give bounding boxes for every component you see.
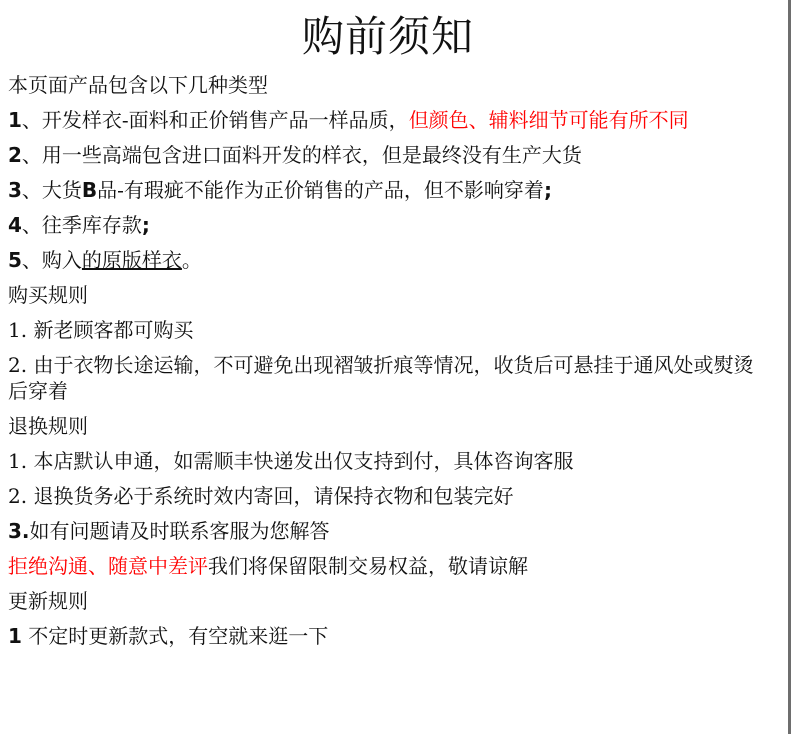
type-item-5 xyxy=(8,247,768,273)
update-item-1-text: 不定时更新款式，有空就来逛一下 xyxy=(21,624,329,648)
returns-item-3-text: 如有问题请及时联系客服为您解答 xyxy=(29,519,330,543)
returns-warning xyxy=(8,553,768,579)
type-item-4 xyxy=(8,212,768,238)
purchase-heading: 购买规则 xyxy=(8,283,88,307)
type-item-3-tail: ; xyxy=(543,178,552,202)
returns-item-2: 2. 退换货务必于系统时效内寄回，请保持衣物和包装完好 xyxy=(8,484,514,508)
type-item-1-number: 1 xyxy=(8,108,22,132)
returns-item-3-number: 3. xyxy=(8,519,30,543)
type-item-5-underlined: 的原版样衣 xyxy=(81,248,182,272)
type-item-4-text: 、往季库存款 xyxy=(21,213,142,237)
type-item-5-number: 5 xyxy=(8,248,22,272)
type-item-3-number: 3 xyxy=(8,178,22,202)
type-item-3-grade-letter: B xyxy=(81,178,98,202)
purchase-item-1: 1. 新老顾客都可购买 xyxy=(8,318,194,342)
type-item-1 xyxy=(8,107,768,133)
type-item-1-text: 、开发样衣-面料和正价销售产品一样品质， xyxy=(21,108,409,132)
update-item-1 xyxy=(8,623,768,649)
type-item-4-number: 4 xyxy=(8,213,22,237)
type-item-2-number: 2 xyxy=(8,143,22,167)
returns-warning-red: 拒绝沟通、随意中差评 xyxy=(8,554,208,578)
type-item-5-text: 、购入 xyxy=(21,248,82,272)
returns-item-1: 1. 本店默认申通，如需顺丰快递发出仅支持到付，具体咨询客服 xyxy=(8,449,574,473)
returns-warning-text: 我们将保留限制交易权益，敬请谅解 xyxy=(208,554,528,578)
type-item-1-warning: 但颜色、辅料细节可能有所不同 xyxy=(408,108,689,132)
type-item-3-text-a: 、大货 xyxy=(21,178,82,202)
purchase-item-2: 2. 由于衣物长途运输，不可避免出现褶皱折痕等情况，收货后可悬挂于通风处或熨烫后穿着 xyxy=(8,353,754,403)
intro-line: 本页面产品包含以下几种类型 xyxy=(8,73,268,97)
returns-item-3 xyxy=(8,518,768,544)
type-item-2-text: 、用一些高端包含进口面料开发的样衣，但是最终没有生产大货 xyxy=(21,143,582,167)
returns-heading: 退换规则 xyxy=(8,414,88,438)
type-item-4-tail: ; xyxy=(141,213,150,237)
type-item-3 xyxy=(8,177,768,203)
type-item-3-text-b: 品-有瑕疵不能作为正价销售的产品，但不影响穿着 xyxy=(97,178,544,202)
page-title: 购前须知 xyxy=(301,12,474,61)
type-item-2 xyxy=(8,142,768,168)
update-item-1-number: 1 xyxy=(8,624,22,648)
update-heading: 更新规则 xyxy=(8,589,88,613)
type-item-5-tail: 。 xyxy=(181,248,202,272)
